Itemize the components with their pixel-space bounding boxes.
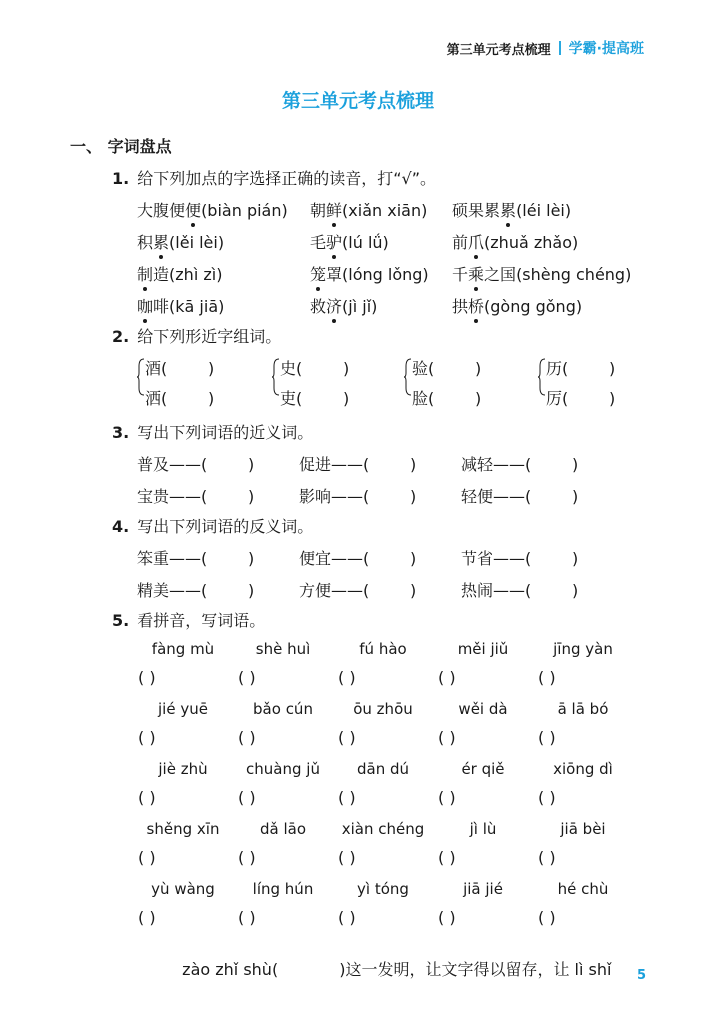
pinyin-word: jiā jié [463,880,503,898]
q1-item [137,294,224,317]
q1-char: 笼 [310,265,327,284]
answer-blank[interactable]: ( ) [438,848,456,867]
word: 影响 [299,487,332,506]
answer-blank[interactable]: ( ) [161,359,215,378]
dash: —— [331,487,364,506]
answer-blank[interactable]: ( ) [138,728,156,747]
answer-blank[interactable]: ( ) [525,487,579,506]
answer-blank[interactable]: ( ) [338,908,356,927]
answer-blank[interactable]: ( ) [338,668,356,687]
pinyin-word: ā lā bó [557,700,609,718]
word-item [299,484,416,507]
word-item [137,546,254,569]
last-text: 这一发明，让文字得以留存，让 lì shǐ [345,960,612,979]
q1-char: 积 [137,233,154,252]
word-item [299,546,416,569]
word-item [137,452,254,475]
q1-item [310,294,377,317]
question-2 [112,324,281,347]
q1-options[interactable]: (biàn pián) [201,201,288,220]
q1-char: 前 [452,233,469,252]
q1-char: 啡 [153,297,170,316]
answer-blank[interactable]: ( ) [201,549,255,568]
answer-blank[interactable]: ( ) [538,728,556,747]
q1-item [310,198,427,221]
question-number: 1. [112,169,130,188]
answer-blank[interactable]: ( ) [138,908,156,927]
answer-blank[interactable]: ( ) [363,455,417,474]
answer-blank[interactable]: ( ) [428,359,482,378]
pinyin-word: jiā bèi [560,820,606,838]
answer-blank[interactable]: ( ) [271,960,346,979]
word: 方便 [299,581,332,600]
q1-char: 累 [500,201,517,220]
answer-blank[interactable]: ( ) [238,668,256,687]
q1-options[interactable]: (gòng gǒng) [484,297,583,316]
answer-blank[interactable]: ( ) [338,728,356,747]
q1-options[interactable]: (shèng chéng) [516,265,632,284]
q2-char: 历 [546,359,563,378]
dash: —— [169,581,202,600]
pinyin-word: shěng xīn [146,820,220,838]
q1-options[interactable]: (zhuǎ zhǎo) [484,233,579,252]
question-3 [112,420,313,443]
q1-char: 爪 [468,233,485,252]
q1-item [137,262,222,285]
pinyin-word: jiè zhù [158,760,208,778]
pinyin-word: fàng mù [151,640,215,658]
answer-blank[interactable]: ( ) [238,788,256,807]
page-number: 5 [636,968,646,983]
q2-char: 史 [280,359,297,378]
q1-char: 毛 [310,233,327,252]
word: 轻便 [461,487,494,506]
dash: —— [331,549,364,568]
answer-blank[interactable]: ( ) [238,728,256,747]
q1-char: 果 [468,201,485,220]
q2-char: 厉 [546,389,563,408]
answer-blank[interactable]: ( ) [238,908,256,927]
q2-char: 脸 [412,389,429,408]
dash: —— [331,455,364,474]
dash: —— [169,455,202,474]
dash: —— [493,581,526,600]
dash: —— [493,487,526,506]
dash: —— [169,487,202,506]
pinyin-word: fú hào [359,640,407,658]
q2-item [412,356,481,379]
question-number: 4. [112,517,130,536]
q1-char: 硕 [452,201,469,220]
answer-blank[interactable]: ( ) [338,788,356,807]
pinyin-word: ér qiě [461,760,505,778]
answer-blank[interactable]: ( ) [438,668,456,687]
answer-blank[interactable]: ( ) [338,848,356,867]
answer-blank[interactable]: ( ) [201,487,255,506]
q1-char: 便 [185,201,202,220]
page-header [447,38,644,58]
q1-char: 拱 [452,297,469,316]
answer-blank[interactable]: ( ) [538,848,556,867]
word: 促进 [299,455,332,474]
q1-char: 腹 [153,201,170,220]
answer-blank[interactable]: ( ) [428,389,482,408]
word: 减轻 [461,455,494,474]
question-text: 写出下列词语的近义词。 [137,423,314,442]
word: 笨重 [137,549,170,568]
q2-item [145,386,214,409]
dash: —— [331,581,364,600]
header-brand: 学霸·提高班 [568,41,644,57]
q1-char: 朝 [310,201,327,220]
brace-icon [272,358,280,396]
last-line [172,938,611,980]
answer-blank[interactable]: ( ) [562,359,616,378]
word-item [299,578,416,601]
dash: —— [493,455,526,474]
pinyin-word: jì lù [469,820,497,838]
answer-blank[interactable]: ( ) [525,549,579,568]
q2-item [280,386,349,409]
q1-char: 累 [153,233,170,252]
pinyin-word: dān dú [356,760,410,778]
question-number: 3. [112,423,130,442]
q1-options[interactable]: (lóng lǒng) [342,265,429,284]
q2-item [145,356,214,379]
q1-char: 救 [310,297,327,316]
word: 便宜 [299,549,332,568]
pinyin-word: líng hún [252,880,314,898]
q1-char: 便 [169,201,186,220]
q1-char: 累 [484,201,501,220]
question-text: 写出下列词语的反义词。 [137,517,314,536]
pinyin-word: wěi dà [458,700,508,718]
pinyin-word: chuàng jǔ [246,760,320,778]
q2-item [412,386,481,409]
q1-options[interactable]: (jì jǐ) [342,297,378,316]
question-5 [112,608,265,631]
q1-char: 鲜 [326,201,343,220]
section-title: 一、 字词盘点 [70,137,172,156]
answer-blank[interactable]: ( ) [201,581,255,600]
page-title: 第三单元考点梳理 [281,90,434,112]
word-item [461,578,578,601]
question-4 [112,514,313,537]
pinyin-word: xiàn chéng [341,820,425,838]
answer-blank[interactable]: ( ) [138,668,156,687]
q1-item [452,230,578,253]
answer-blank[interactable]: ( ) [363,487,417,506]
q1-item [452,262,631,285]
q1-char: 国 [500,265,517,284]
word-item [137,578,254,601]
answer-blank[interactable]: ( ) [363,581,417,600]
q1-char: 大 [137,201,154,220]
answer-blank[interactable]: ( ) [438,788,456,807]
q1-options[interactable]: (lěi lèi) [169,233,225,252]
question-text: 给下列形近字组词。 [137,327,282,346]
q1-item [137,198,288,221]
answer-blank[interactable]: ( ) [525,455,579,474]
q1-char: 千 [452,265,469,284]
pinyin-word: hé chù [557,880,609,898]
answer-blank[interactable]: ( ) [363,549,417,568]
q1-char: 制 [137,265,154,284]
word: 节省 [461,549,494,568]
word-item [299,452,416,475]
q1-char: 咖 [137,297,154,316]
word: 精美 [137,581,170,600]
q2-char: 洒 [145,389,162,408]
pinyin-word: yì tóng [357,880,409,898]
q2-item [546,386,615,409]
q1-char: 乘 [468,265,485,284]
word: 宝贵 [137,487,170,506]
answer-blank[interactable]: ( ) [296,359,350,378]
pinyin-word: jié yuē [158,700,208,718]
q1-item [137,230,224,253]
q1-item [310,262,429,285]
answer-blank[interactable]: ( ) [138,848,156,867]
word: 热闹 [461,581,494,600]
last-pinyin: zào zhǐ shù [182,960,272,979]
q1-char: 罩 [326,265,343,284]
answer-blank[interactable]: ( ) [161,389,215,408]
answer-blank[interactable]: ( ) [138,788,156,807]
brace-icon [404,358,412,396]
answer-blank[interactable]: ( ) [201,455,255,474]
answer-blank[interactable]: ( ) [538,668,556,687]
word-item [461,484,578,507]
q1-options[interactable]: (zhì zì) [169,265,223,284]
q2-char: 验 [412,359,429,378]
question-text: 给下列加点的字选择正确的读音，打“√”。 [137,169,436,188]
q1-item [452,198,571,221]
answer-blank[interactable]: ( ) [296,389,350,408]
q1-char: 驴 [326,233,343,252]
pinyin-word: dǎ lāo [259,820,307,838]
pinyin-word: yù wàng [151,880,215,898]
question-number: 2. [112,327,130,346]
word-item [461,452,578,475]
q2-char: 酒 [145,359,162,378]
pinyin-word: shè huì [255,640,311,658]
answer-blank[interactable]: ( ) [438,728,456,747]
pinyin-word: jīng yàn [553,640,613,658]
q1-options[interactable]: (léi lèi) [516,201,572,220]
answer-blank[interactable]: ( ) [562,389,616,408]
pinyin-word: ōu zhōu [353,700,413,718]
q1-options[interactable]: (lú lǘ) [342,233,389,252]
q2-char: 吏 [280,389,297,408]
header-unit: 第三单元考点梳理 [446,42,551,58]
q1-char: 之 [484,265,501,284]
answer-blank[interactable]: ( ) [538,788,556,807]
q1-char: 桥 [468,297,485,316]
brace-icon [137,358,145,396]
pinyin-word: bǎo cún [253,700,313,718]
q1-char: 济 [326,297,343,316]
q1-char: 造 [153,265,170,284]
q2-item [280,356,349,379]
dash: —— [169,549,202,568]
answer-blank[interactable]: ( ) [525,581,579,600]
answer-blank[interactable]: ( ) [538,908,556,927]
question-1 [112,166,436,189]
question-text: 看拼音，写词语。 [137,611,266,630]
pinyin-word: měi jiǔ [457,640,509,658]
q1-options[interactable]: (xiǎn xiān) [342,201,428,220]
q1-item [310,230,389,253]
dash: —— [493,549,526,568]
brace-icon [538,358,546,396]
answer-blank[interactable]: ( ) [238,848,256,867]
q2-item [546,356,615,379]
word: 普及 [137,455,170,474]
q1-item [452,294,582,317]
word-item [137,484,254,507]
q1-options[interactable]: (kā jiā) [169,297,225,316]
word-item [461,546,578,569]
answer-blank[interactable]: ( ) [438,908,456,927]
header-separator [559,41,561,55]
pinyin-word: xiōng dì [553,760,613,778]
question-number: 5. [112,611,130,630]
